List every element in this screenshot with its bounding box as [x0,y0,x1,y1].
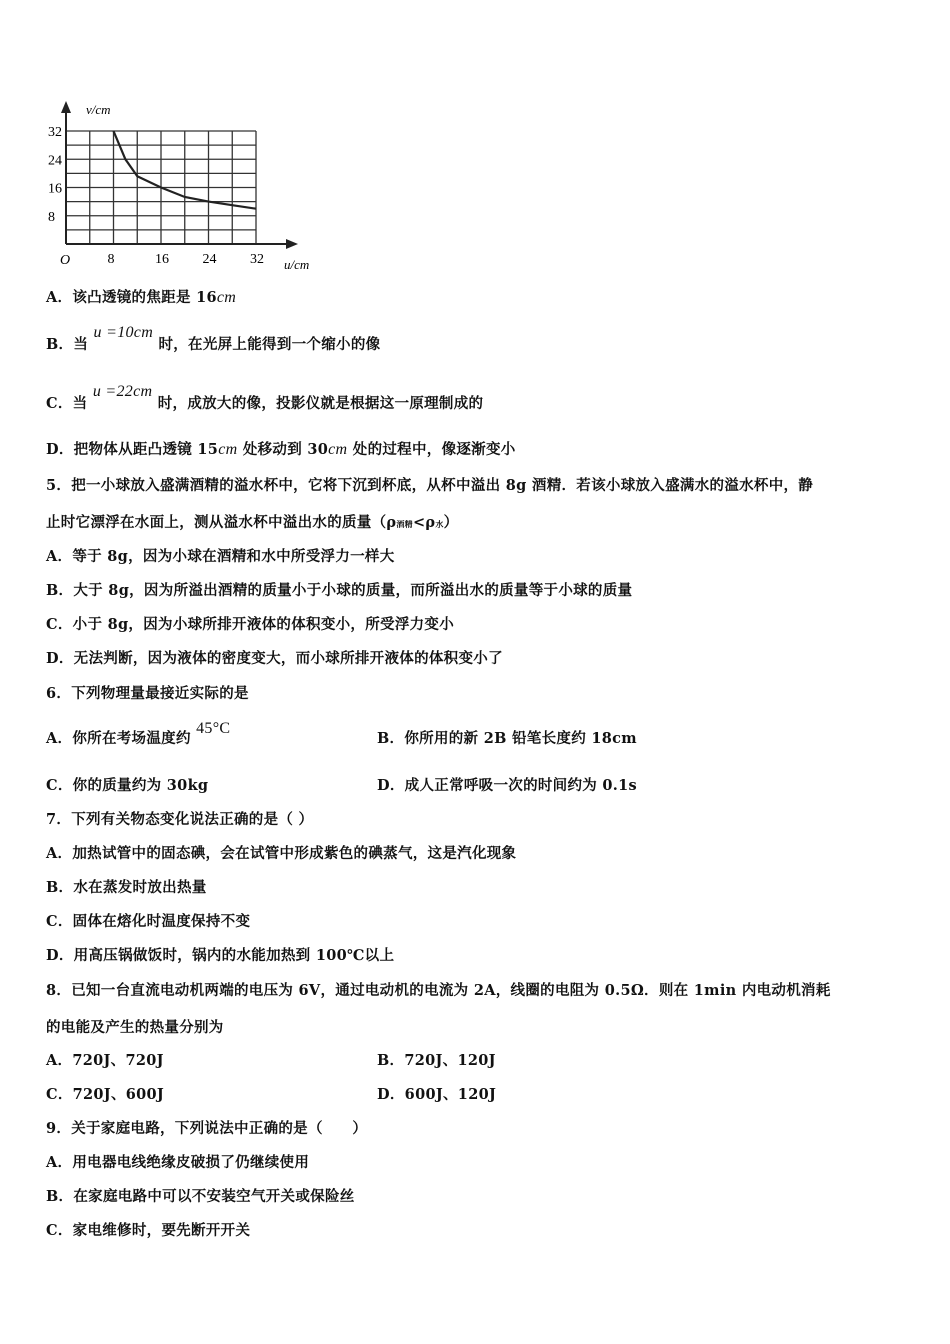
q6-option-a-value: 45 [196,720,213,737]
q9-option-c: C．家电维修时，要先断开开关 [46,1222,251,1239]
q6-option-b: B．你所用的新 2B 铅笔长度约 18cm [377,730,637,747]
q5-sub-water: 水 [435,519,444,529]
q6-option-a [46,720,231,748]
q4-option-c-prefix: C．当 [46,395,88,412]
y-tick-label: 16 [48,181,62,197]
q4-option-b-formula: u =10cm [93,324,154,341]
q5-stem-line1: 5．把一小球放入盛满酒精的溢水杯中，它将下沉到杯底，从杯中溢出 8g 酒精．若该小球放入盛满水的溢水杯中，静 [46,477,814,494]
q8-stem-line2: 的电能及产生的热量分别为 [46,1019,224,1036]
q4-option-a-unit: cm [216,289,237,306]
q7-option-b: B．水在蒸发时放出热量 [46,879,207,896]
q6-option-c: C．你的质量约为 30kg [46,777,209,794]
q9-option-a: A．用电器电线绝缘皮破损了仍继续使用 [46,1154,310,1171]
q9-option-b: B．在家庭电路中可以不安装空气开关或保险丝 [46,1188,355,1205]
q7-stem: 7．下列有关物态变化说法正确的是（ ） [46,811,314,828]
q7-option-d: D．用高压锅做饭时，锅内的水能加热到 100℃以上 [46,947,395,964]
q4-option-d [46,438,516,459]
q4-option-b-prefix: B．当 [46,336,89,353]
q6-stem: 6．下列物理量最接近实际的是 [46,685,249,702]
q4-option-a [46,286,236,307]
q4-option-d-part2: 处移动到 30 [237,441,329,458]
y-axis-label: v/cm [86,102,111,117]
y-tick-label: 32 [48,125,62,140]
q4-option-b [46,324,381,354]
q4-option-d-part3: 处的过程中，像逐渐变小 [347,441,516,458]
q4-option-b-suffix: 时，在光屏上能得到一个缩小的像 [158,336,381,353]
q7-option-a: A．加热试管中的固态碘，会在试管中形成紫色的碘蒸气，这是汽化现象 [46,845,517,862]
x-tick-label: 16 [155,252,169,267]
q5-option-c: C．小于 8g，因为小球所排开液体的体积变小，所受浮力变小 [46,616,455,633]
q5-option-b: B．大于 8g，因为所溢出酒精的质量小于小球的质量，而所溢出水的质量等于小球的质量 [46,582,633,599]
q5-option-d: D．无法判断，因为液体的密度变大，而小球所排开液体的体积变小了 [46,650,503,667]
q4-option-c [46,383,484,413]
q8-stem-line1: 8．已知一台直流电动机两端的电压为 6V，通过电动机的电流为 2A，线圈的电阻为 0.5Ω．则在 1min 内电动机消耗 [46,982,831,999]
q4-option-d-unit2: cm [328,441,348,458]
q6-option-a-unit: °C [212,720,231,737]
x-axis-label: u/cm [284,257,310,272]
q9-stem: 9．关于家庭电路，下列说法中正确的是（ ） [46,1120,368,1137]
q5-option-a: A．等于 8g，因为小球在酒精和水中所受浮力一样大 [46,548,395,565]
lens-image-distance-graph [40,98,340,278]
q8-option-c: C．720J、600J [46,1086,165,1103]
y-axis-arrow-icon [61,101,71,113]
q8-option-a: A．720J、720J [46,1052,164,1069]
y-tick-label: 8 [48,209,55,225]
q5-stem-line2-prefix: 止时它漂浮在水面上，测从溢水杯中溢出水的质量（ρ [46,514,397,531]
q4-option-c-formula: u =22cm [92,383,153,400]
q5-less-than: <ρ [412,514,436,531]
x-tick-label: 24 [202,252,217,267]
q8-option-b: B．720J、120J [377,1052,496,1069]
q4-option-c-suffix: 时，成放大的像，投影仪就是根据这一原理制成的 [157,395,484,412]
q6-option-a-text: A．你所在考场温度约 [46,730,191,747]
q5-sub-alcohol: 酒精 [396,519,413,529]
x-tick-label: 8 [107,252,115,267]
q8-option-d: D．600J、120J [377,1086,497,1103]
x-tick-label: 32 [250,252,264,267]
q7-option-c: C．固体在熔化时温度保持不变 [46,913,251,930]
q4-option-d-part1: D．把物体从距凸透镜 15 [46,441,219,458]
q4-option-d-unit1: cm [218,441,238,458]
x-axis-arrow-icon [286,239,298,249]
q6-option-d: D．成人正常呼吸一次的时间约为 0.1s [377,777,638,794]
q5-stem-line2 [46,511,458,532]
q5-stem-line2-suffix: ） [443,514,459,531]
y-tick-label: 24 [48,153,62,169]
q4-option-a-text: A．该凸透镜的焦距是 16 [46,289,217,306]
origin-label: O [60,253,71,268]
